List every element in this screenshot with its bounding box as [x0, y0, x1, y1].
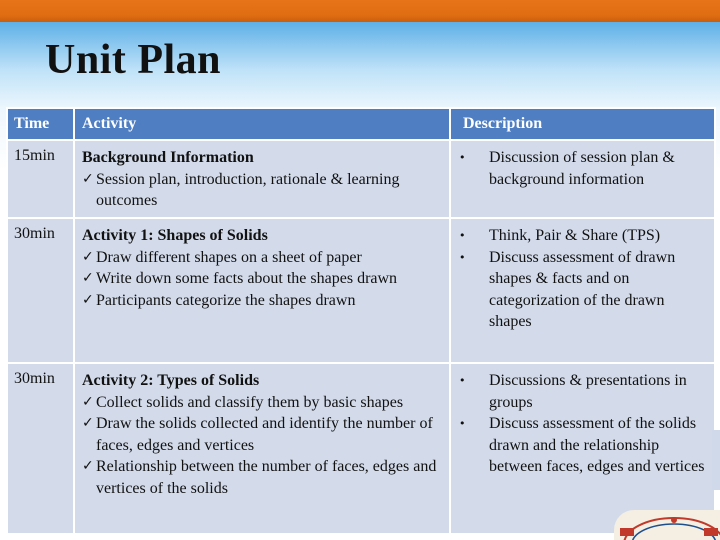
activity-item: ✓ Draw different shapes on a sheet of paper [82, 247, 443, 269]
description-item: • Discussion of session plan & background information [455, 147, 710, 190]
activity-item: ✓ Session plan, introduction, rationale & learning outcomes [82, 169, 443, 212]
bullet-icon: • [459, 229, 466, 242]
activity-item: ✓ Participants categorize the shapes drawn [82, 290, 443, 312]
description-cell [450, 363, 715, 534]
check-icon: ✓ [82, 393, 94, 410]
table-row [7, 363, 715, 534]
time-cell: 30min [7, 363, 74, 534]
decorative-strip [712, 430, 720, 490]
bullet-icon: • [459, 250, 466, 264]
time-cell: 30min [7, 218, 74, 363]
header-time: Time [7, 108, 74, 140]
check-icon: ✓ [82, 248, 94, 265]
activity-item: ✓ Draw the solids collected and identify the number of faces, edges and vertices [82, 413, 443, 456]
page-title: Unit Plan [45, 37, 222, 83]
check-icon: ✓ [82, 291, 94, 308]
activity-cell [74, 218, 450, 363]
table-row [7, 218, 715, 363]
bullet-icon: • [459, 417, 466, 430]
check-icon: ✓ [82, 170, 94, 187]
bullet-icon: • [459, 151, 466, 164]
activity-item: ✓ Relationship between the number of faces, edges and vertices of the solids [82, 456, 443, 499]
top-accent-bar [0, 0, 720, 22]
logo-emblem [614, 510, 720, 540]
description-item: • Discuss assessment of the solids drawn and the relationship between faces, edges and vertices [455, 413, 710, 478]
time-cell: 15min [7, 140, 74, 218]
activity-item: ✓ Collect solids and classify them by basic shapes [82, 392, 443, 414]
activity-title: Activity 1: Shapes of Solids [82, 227, 268, 244]
table-row [7, 140, 715, 218]
activity-title: Background Information [82, 149, 254, 166]
description-cell [450, 218, 715, 363]
description-item: • Discussions & presentations in groups [455, 370, 710, 413]
activity-item: ✓ Write down some facts about the shapes drawn [82, 268, 443, 290]
activity-title: Activity 2: Types of Solids [82, 372, 260, 389]
check-icon: ✓ [82, 458, 94, 474]
table-header-row [7, 108, 715, 140]
header-description: Description [450, 108, 715, 140]
description-item: • Think, Pair & Share (TPS) [455, 225, 710, 247]
bullet-icon: • [459, 374, 466, 387]
description-cell [450, 140, 715, 218]
unit-plan-table [6, 107, 716, 535]
check-icon: ✓ [82, 415, 94, 431]
activity-cell [74, 140, 450, 218]
activity-cell [74, 363, 450, 534]
header-activity: Activity [74, 108, 450, 140]
logo-icon [614, 510, 720, 540]
description-item: • Discuss assessment of drawn shapes & facts and on categorization of the drawn shapes [455, 247, 710, 333]
check-icon: ✓ [82, 270, 94, 286]
